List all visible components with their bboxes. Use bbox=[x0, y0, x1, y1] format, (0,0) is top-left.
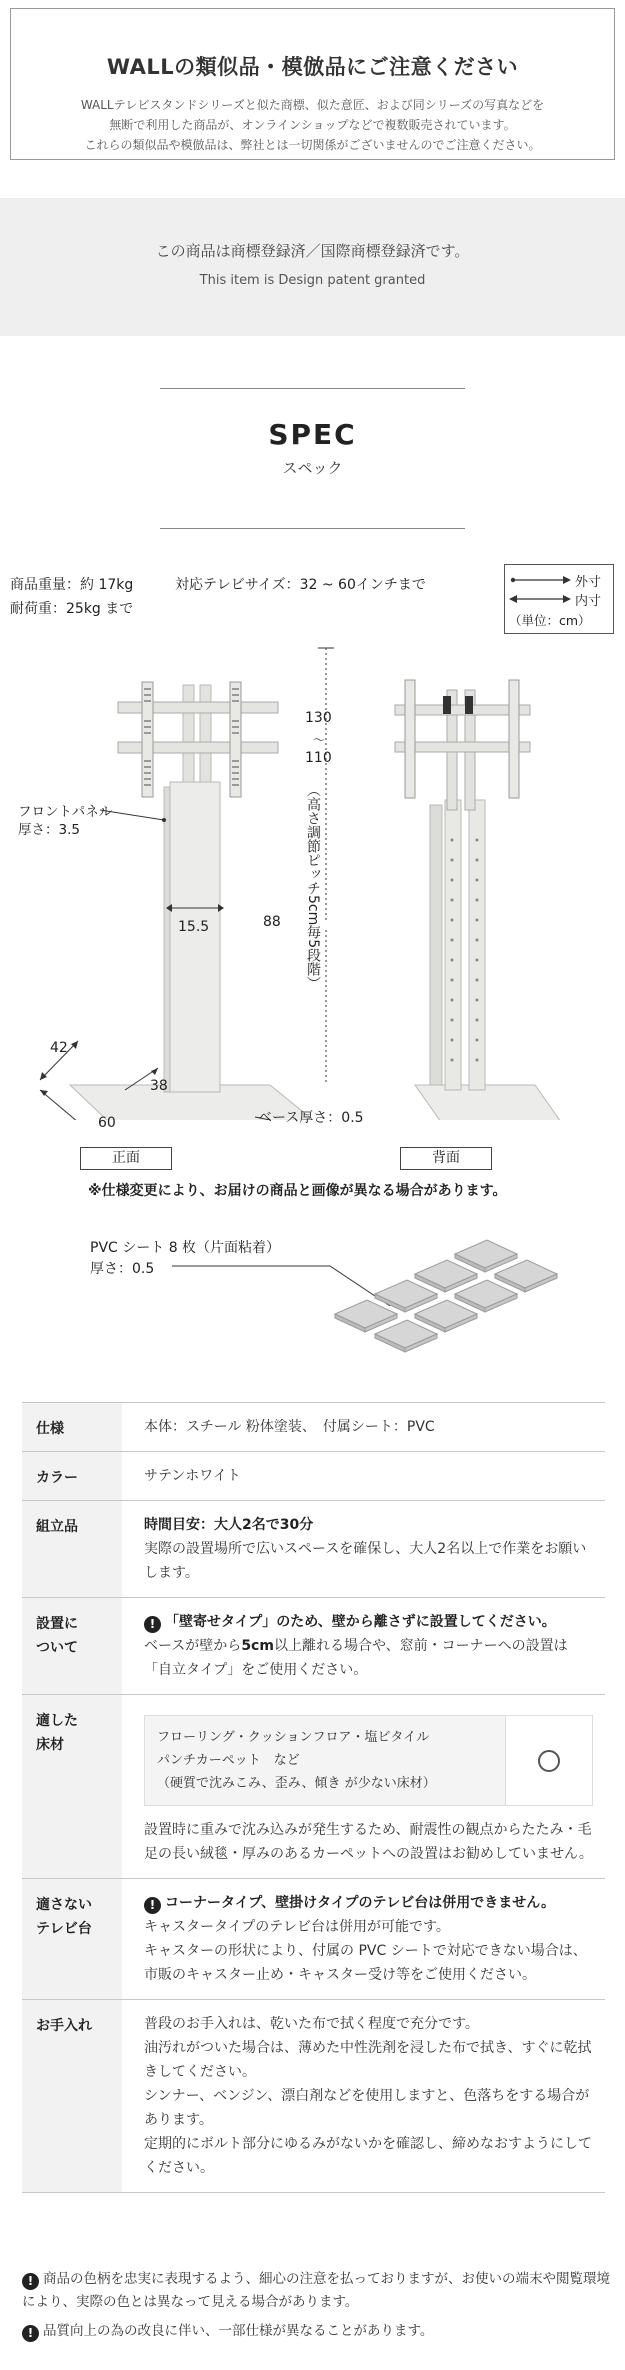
spec-divider-top bbox=[160, 388, 465, 389]
height-88-dim: 88 bbox=[263, 914, 281, 930]
unsuitable-note: キャスターの形状により、付属の PVC シートで対応できない場合は、市販のキャスター止め・キャスター受け等をご使用ください。 bbox=[144, 1943, 587, 1983]
install-label-line: ついて bbox=[36, 1640, 78, 1656]
base-inner-dim: 38 bbox=[150, 1078, 168, 1094]
pitch-note: （高さ調節ピッチ5cm毎5段階） bbox=[305, 783, 321, 991]
table-row bbox=[22, 1695, 605, 1879]
dimension-legend bbox=[504, 564, 614, 634]
assembly-time: 時間目安：大人2名で30分 bbox=[144, 1517, 314, 1533]
install-note bbox=[144, 1634, 593, 1682]
floor-types-box bbox=[144, 1715, 593, 1806]
panel-width-dim: 15.5 bbox=[178, 919, 210, 935]
care-note: 普段のお手入れは、乾いた布で拭く程度で充分です。 bbox=[144, 2016, 479, 2032]
patent-text-en: This item is Design patent granted bbox=[199, 273, 426, 288]
row-header-install bbox=[22, 1598, 122, 1695]
floor-type-line: フローリング・クッションフロア・塩ビタイル bbox=[157, 1730, 430, 1745]
pvc-sheet-thickness: 厚さ：0.5 bbox=[90, 1261, 155, 1277]
install-note-pre: ベースが壁から bbox=[144, 1638, 242, 1654]
floor-suitable-mark bbox=[506, 1716, 592, 1805]
back-stand-illustration bbox=[385, 630, 585, 1120]
pvc-sheets-illustration bbox=[50, 1232, 590, 1382]
load-capacity-text: 耐荷重：25kg まで bbox=[10, 601, 134, 617]
row-header-material: 仕様 bbox=[22, 1403, 122, 1452]
notice-line: 無断で利用した商品が、オンラインショップなどで複数販売されています。 bbox=[109, 118, 516, 132]
row-value-color: サテンホワイト bbox=[122, 1452, 605, 1501]
care-note: 油汚れがついた場合は、薄めた中性洗剤を浸した布で拭き、すぐに乾拭きしてください。 bbox=[144, 2040, 592, 2080]
floor-note: 設置時に重みで沈み込みが発生するため、耐震性の観点からたたみ・毛足の長い絨毯・厚みのあるカーペットへの設置はお勧めしていません。 bbox=[144, 1822, 593, 1862]
spec-title: SPEC bbox=[268, 418, 357, 451]
care-note: シンナー、ベンジン、漂白剤などを使用しますと、色落ちをする場合があります。 bbox=[144, 2088, 590, 2128]
legend-outer: 外寸 bbox=[575, 575, 602, 590]
unsuitable-label-line: テレビ台 bbox=[36, 1921, 92, 1937]
row-header-color: カラー bbox=[22, 1452, 122, 1501]
floor-type-line: パンチカーペット など bbox=[157, 1753, 300, 1768]
row-value-install bbox=[122, 1598, 605, 1695]
unsuitable-label-line: 適さない bbox=[36, 1897, 92, 1913]
exclamation-icon: ! bbox=[144, 1616, 161, 1633]
patent-banner bbox=[0, 198, 625, 336]
floor-types-list bbox=[145, 1716, 506, 1805]
floor-label-line: 適した bbox=[36, 1713, 78, 1729]
table-row bbox=[22, 1879, 605, 2000]
spec-table bbox=[22, 1402, 605, 2193]
unsuitable-note: キャスタータイプのテレビ台は併用が可能です。 bbox=[144, 1919, 450, 1935]
row-value-floor bbox=[122, 1695, 605, 1879]
front-panel-thickness: 厚さ：3.5 bbox=[18, 822, 80, 838]
table-row bbox=[22, 1452, 605, 1501]
legend-inner: 内寸 bbox=[575, 594, 602, 609]
circle-icon bbox=[538, 1750, 560, 1772]
weight-text: 商品重量：約 17kg bbox=[10, 577, 134, 593]
height-bottom-dim: 110 bbox=[305, 750, 332, 766]
table-row bbox=[22, 1598, 605, 1695]
base-depth-dim: 42 bbox=[50, 1040, 68, 1056]
row-header-floor bbox=[22, 1695, 122, 1879]
footer-note-color bbox=[22, 2268, 612, 2314]
notice-line: これらの類似品や模倣品は、弊社とは一切関係がございませんのでご注意ください。 bbox=[84, 138, 541, 152]
height-tilde: ～ bbox=[313, 733, 326, 747]
table-row bbox=[22, 1403, 605, 1452]
front-view-label: 正面 bbox=[80, 1147, 172, 1170]
row-header-care: お手入れ bbox=[22, 2000, 122, 2193]
patent-text-jp: この商品は商標登録済／国際商標登録済です。 bbox=[155, 242, 470, 260]
spec-divider-bottom bbox=[160, 528, 465, 529]
footer-note-color-text: 商品の色柄を忠実に表現するよう、細心の注意を払っておりますが、お使いの端末や閲覧環境により、実際の色とは異なって見える場合があります。 bbox=[22, 2271, 610, 2310]
row-header-assembly: 組立品 bbox=[22, 1501, 122, 1598]
floor-label-line: 床材 bbox=[36, 1737, 64, 1753]
legend-unit: （単位：cm） bbox=[509, 613, 591, 628]
tv-size-text: 対応テレビサイズ：32 ~ 60インチまで bbox=[175, 577, 426, 593]
row-value-care bbox=[122, 2000, 605, 2193]
base-width-dim: 60 bbox=[98, 1115, 116, 1131]
pvc-sheet-label: PVC シート 8 枚（片面粘着） bbox=[90, 1240, 281, 1256]
footer-note-spec-text: 品質向上の為の改良に伴い、一部仕様が異なることがあります。 bbox=[43, 2323, 434, 2339]
front-panel-label: フロントパネル bbox=[18, 804, 113, 820]
base-thickness-label: ベース厚さ：0.5 bbox=[258, 1110, 364, 1126]
spec-subtitle: スペック bbox=[282, 459, 343, 477]
row-value-unsuitable bbox=[122, 1879, 605, 2000]
exclamation-icon: ! bbox=[22, 2325, 39, 2342]
exclamation-icon: ! bbox=[144, 1897, 161, 1914]
table-row bbox=[22, 1501, 605, 1598]
care-note: 定期的にボルト部分にゆるみがないかを確認し、締めなおすようにしてください。 bbox=[144, 2136, 592, 2176]
counterfeit-notice bbox=[10, 8, 615, 160]
assembly-note: 実際の設置場所で広いスペースを確保し、大人2名以上で作業をお願いします。 bbox=[144, 1541, 587, 1581]
unsuitable-warning bbox=[144, 1891, 593, 1915]
floor-type-line: （硬質で沈みこみ、歪み、傾き が少ない床材） bbox=[157, 1776, 436, 1791]
height-top-dim: 130 bbox=[305, 710, 332, 726]
back-view-label: 背面 bbox=[400, 1147, 492, 1170]
install-note-post: 以上離れる場合や、窓前・コーナーへの設置は「自立タイプ」をご使用ください。 bbox=[144, 1638, 568, 1678]
table-row bbox=[22, 2000, 605, 2193]
row-header-unsuitable bbox=[22, 1879, 122, 2000]
notice-title: WALLの類似品・模倣品にご注意ください bbox=[106, 55, 519, 79]
row-value-assembly bbox=[122, 1501, 605, 1598]
install-warning bbox=[144, 1610, 593, 1634]
install-label-line: 設置に bbox=[36, 1616, 78, 1632]
footer-note-spec bbox=[22, 2320, 612, 2343]
row-value-material: 本体：スチール 粉体塗装、 付属シート：PVC bbox=[122, 1403, 605, 1452]
notice-line: WALLテレビスタンドシリーズと似た商標、似た意匠、および同シリーズの写真などを bbox=[80, 98, 545, 112]
install-note-bold: 5cm bbox=[241, 1638, 274, 1654]
unsuitable-warning-text: コーナータイプ、壁掛けタイプのテレビ台は併用できません。 bbox=[165, 1895, 556, 1911]
spec-change-note: ※仕様変更により、お届けの商品と画像が異なる場合があります。 bbox=[88, 1183, 507, 1199]
exclamation-icon: ! bbox=[22, 2273, 39, 2290]
install-warning-text: 「壁寄せタイプ」のため、壁から離さずに設置してください。 bbox=[165, 1614, 556, 1630]
